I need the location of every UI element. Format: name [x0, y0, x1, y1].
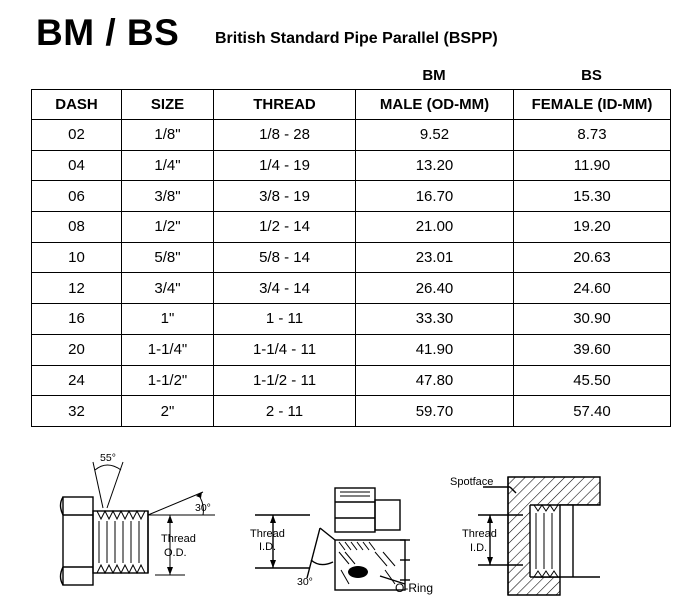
- cell-female-id: 20.63: [514, 242, 671, 273]
- table-row: [32, 150, 671, 181]
- table-row: [32, 396, 671, 427]
- cell-dash: 32: [32, 396, 122, 427]
- cell-size: 2": [122, 396, 214, 427]
- cell-male-od: 9.52: [356, 120, 514, 151]
- column-header-female: FEMALE (ID-MM): [514, 90, 671, 120]
- table-row: [32, 120, 671, 151]
- cell-thread: 1/8 - 28: [214, 120, 356, 151]
- cell-thread: 1 - 11: [214, 304, 356, 335]
- table-header-row: [32, 90, 671, 120]
- female-spotface-label: Spotface: [450, 476, 494, 488]
- cell-size: 5/8": [122, 242, 214, 273]
- cell-male-od: 21.00: [356, 212, 514, 243]
- cell-size: 1/2": [122, 212, 214, 243]
- cell-dash: 20: [32, 334, 122, 365]
- table-row: [32, 334, 671, 365]
- cell-dash: 08: [32, 212, 122, 243]
- male-fitting-diagram: [55, 440, 230, 590]
- cell-male-od: 13.20: [356, 150, 514, 181]
- cell-size: 1-1/4": [122, 334, 214, 365]
- cell-size: 1/4": [122, 150, 214, 181]
- cell-female-id: 11.90: [514, 150, 671, 181]
- table-row: [32, 212, 671, 243]
- cell-male-od: 47.80: [356, 365, 514, 396]
- cell-female-id: 39.60: [514, 334, 671, 365]
- cell-male-od: 26.40: [356, 273, 514, 304]
- male-angle-30-label: 30°: [195, 502, 211, 514]
- cell-male-od: 59.70: [356, 396, 514, 427]
- cell-thread: 1-1/4 - 11: [214, 334, 356, 365]
- port-oring-label: O-Ring: [395, 581, 434, 595]
- cell-dash: 24: [32, 365, 122, 396]
- page-subtitle: British Standard Pipe Parallel (BSPP): [215, 30, 498, 47]
- table-row: [32, 304, 671, 335]
- cell-female-id: 15.30: [514, 181, 671, 212]
- cell-dash: 16: [32, 304, 122, 335]
- male-od-label: O.D.: [164, 547, 187, 559]
- cell-female-id: 8.73: [514, 120, 671, 151]
- column-header-size: SIZE: [122, 90, 214, 120]
- female-thread-label: Thread: [462, 528, 497, 540]
- cell-male-od: 41.90: [356, 334, 514, 365]
- cell-dash: 06: [32, 181, 122, 212]
- male-angle-55-label: 55°: [100, 452, 116, 464]
- port-id-label: I.D.: [259, 541, 277, 553]
- cell-thread: 1/2 - 14: [214, 212, 356, 243]
- cell-dash: 12: [32, 273, 122, 304]
- column-header-male: MALE (OD-MM): [356, 90, 514, 120]
- cell-female-id: 30.90: [514, 304, 671, 335]
- spec-table: [31, 89, 671, 427]
- cell-size: 1": [122, 304, 214, 335]
- male-thread-label: Thread: [161, 533, 196, 545]
- cell-size: 3/4": [122, 273, 214, 304]
- group-header-male: BM: [422, 67, 446, 84]
- cell-thread: 1-1/2 - 11: [214, 365, 356, 396]
- column-header-dash: DASH: [32, 90, 122, 120]
- cell-male-od: 16.70: [356, 181, 514, 212]
- port-oring-diagram: [245, 480, 450, 598]
- port-angle-label: 30°: [297, 576, 313, 588]
- cell-thread: 2 - 11: [214, 396, 356, 427]
- cell-size: 3/8": [122, 181, 214, 212]
- cell-thread: 1/4 - 19: [214, 150, 356, 181]
- cell-male-od: 33.30: [356, 304, 514, 335]
- cell-dash: 10: [32, 242, 122, 273]
- table-row: [32, 181, 671, 212]
- cell-female-id: 57.40: [514, 396, 671, 427]
- cell-thread: 3/4 - 14: [214, 273, 356, 304]
- female-id-label: I.D.: [470, 542, 488, 554]
- cell-dash: 02: [32, 120, 122, 151]
- cell-thread: 3/8 - 19: [214, 181, 356, 212]
- cell-male-od: 23.01: [356, 242, 514, 273]
- table-row: [32, 365, 671, 396]
- cell-female-id: 45.50: [514, 365, 671, 396]
- cell-thread: 5/8 - 14: [214, 242, 356, 273]
- table-row: [32, 273, 671, 304]
- cell-female-id: 24.60: [514, 273, 671, 304]
- group-header-female: BS: [581, 67, 602, 84]
- cell-size: 1-1/2": [122, 365, 214, 396]
- port-thread-label: Thread: [250, 528, 285, 540]
- female-port-diagram: [448, 465, 618, 597]
- cell-size: 1/8": [122, 120, 214, 151]
- column-header-thread: THREAD: [214, 90, 356, 120]
- page-title: BM / BS: [36, 12, 180, 53]
- cell-dash: 04: [32, 150, 122, 181]
- table-row: [32, 242, 671, 273]
- cell-female-id: 19.20: [514, 212, 671, 243]
